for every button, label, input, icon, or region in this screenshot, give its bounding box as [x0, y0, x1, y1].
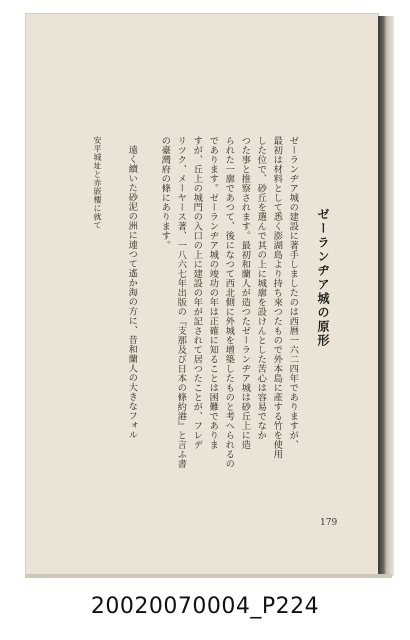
body-column: であります。ゼーランヂア城の竣功の年は正確に知ることは困難でありま — [207, 136, 219, 450]
side-heading: 安平城址と赤嵌樓に就て — [93, 136, 102, 230]
body-column: リツク、メーヤース著、一八六七年出版の『支那及び日本の條約港』と言ふ書 — [175, 136, 187, 469]
body-column: した位で、砂丘を選んで其の上に城廓を設けんとした苦心は容易でなか — [255, 136, 267, 440]
book-spine-edge — [378, 16, 394, 576]
chapter-title: ゼーランヂア城の原形 — [316, 208, 330, 348]
body-column: つた事と推察されます。最初和蘭人が造つたゼーランヂア城は砂丘上に造 — [239, 136, 251, 450]
body-column: ゼーランヂア城の建設に著手しましたのは西暦一六二四年でありますが、 — [287, 136, 299, 450]
body-column: 遠く續いた砂泥の洲に連つて遙か海の方に、昔和蘭人の大きなフォル — [126, 145, 138, 440]
body-column: すが、丘上の城門の入口の上に建設の年が記されて居つたことが、フレデ — [191, 136, 203, 450]
body-column: 最初は材料として悉く澎湖島より持ち來つたもので外本島に產する竹を使用 — [271, 136, 283, 459]
image-caption: 20020070004_P224 — [90, 594, 320, 619]
page-number: 179 — [320, 518, 338, 528]
body-column: の臺灣府の條にあります。 — [159, 136, 171, 250]
body-column: られた一廓であつて、後になつて西北側に外城を增築したものと考へられるの — [223, 136, 235, 469]
page-bottom-edge — [26, 574, 392, 578]
